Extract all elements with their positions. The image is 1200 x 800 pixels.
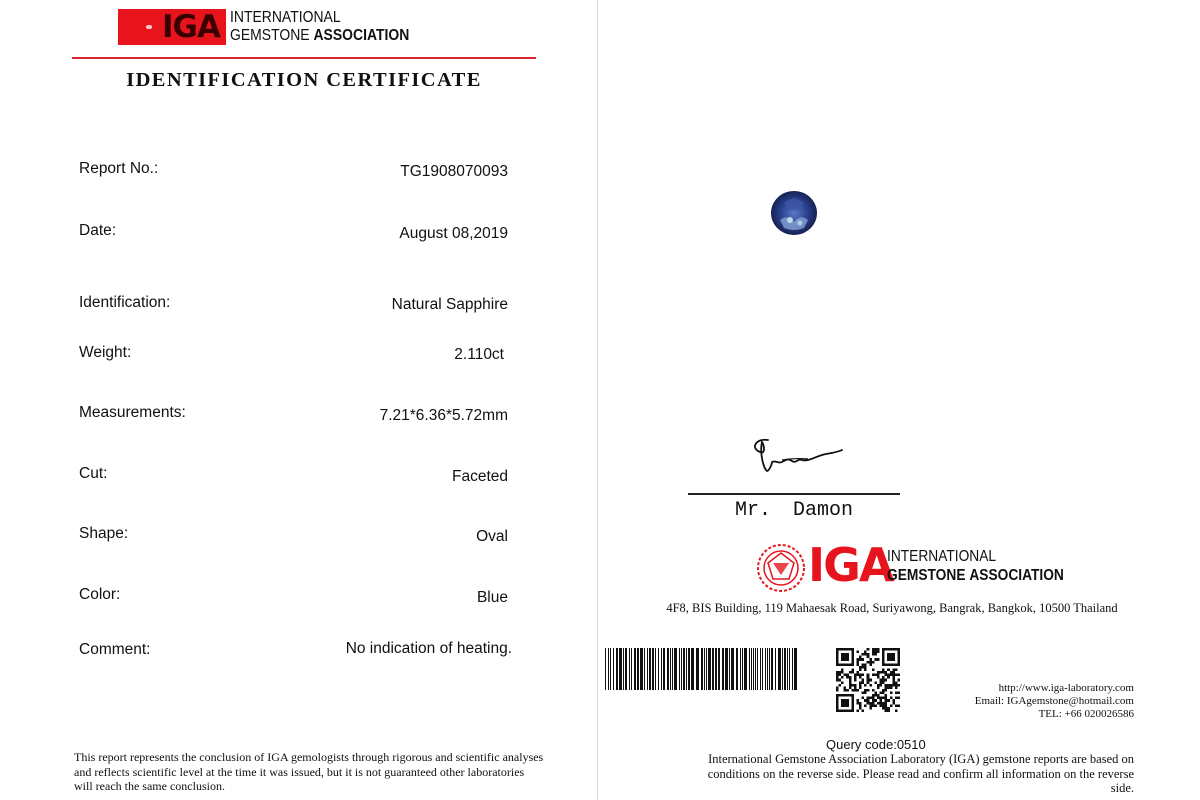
field-label-comment: Comment: [79, 641, 151, 658]
logo-name-line2-a: GEMSTONE [230, 27, 310, 44]
iga-header-logo [118, 9, 438, 47]
signature-line [688, 493, 900, 495]
email-text: Email: IGAgemstone@hotmail.com [974, 695, 1134, 707]
qr-code-image [836, 648, 900, 712]
phone-text: TEL: +66 020026586 [1038, 708, 1134, 720]
field-label-report-no: Report No.: [79, 160, 159, 177]
signature-image [738, 434, 848, 484]
logo-name-line2-b: ASSOCIATION [313, 27, 410, 44]
signer-name: Mr. Damon [734, 499, 854, 522]
iga-logo-name-right [887, 547, 1064, 585]
field-label-measurements: Measurements: [79, 404, 186, 421]
lab-address: 4F8, BIS Building, 119 Mahaesak Road, Suriyawong, Bangrak, Bangkok, 10500 Thailand [666, 601, 1118, 615]
field-value-cut: Faceted [451, 468, 508, 485]
field-value-date: August 08,2019 [399, 225, 508, 242]
query-code: Query code:0510 [826, 737, 926, 752]
field-label-weight: Weight: [79, 344, 132, 361]
logo-name-line2-a-right: GEMSTONE [887, 567, 966, 584]
logo-diamond-icon [146, 25, 152, 29]
certificate-front-page [0, 0, 598, 800]
iga-logo-red-box [118, 9, 226, 45]
sapphire-gem-photo [770, 190, 818, 236]
field-label-date: Date: [79, 222, 117, 239]
field-value-weight: 2.110ct [454, 346, 504, 363]
certificate-title: IDENTIFICATION CERTIFICATE [126, 69, 482, 91]
iga-logo-mark-large: IGA [808, 538, 893, 592]
field-label-color: Color: [79, 586, 121, 603]
website-link[interactable]: http://www.iga-laboratory.com [998, 682, 1134, 694]
field-label-shape: Shape: [79, 525, 129, 542]
field-value-comment: No indication of heating. [345, 640, 512, 657]
iga-seal-icon [756, 543, 806, 593]
field-label-identification: Identification: [79, 294, 171, 311]
header-divider [72, 57, 536, 59]
contact-block [975, 682, 1134, 721]
disclaimer-text: This report represents the conclusion of IGA gemologists through rigorous and scientific analyses and reflects scientific level at the time it was issued, but it is not guaranteed other laboratories will reach the same conclusion. [74, 750, 544, 793]
field-value-color: Blue [476, 589, 508, 606]
barcode-image [605, 648, 797, 690]
iga-logo-name [230, 9, 409, 45]
field-value-identification: Natural Sapphire [391, 296, 508, 313]
reverse-side-note: International Gemstone Association Laboratory (IGA) gemstone reports are based on conditions on the reverse side. Please read and confirm all information on the reverse side. [707, 752, 1134, 795]
logo-name-line2-b-right: ASSOCIATION [969, 567, 1064, 584]
field-value-report-no: TG1908070093 [400, 163, 508, 180]
iga-logo-mark: IGA [162, 9, 220, 45]
field-value-measurements: 7.21*6.36*5.72mm [379, 407, 508, 424]
logo-name-line1-right: INTERNATIONAL [887, 548, 997, 565]
certificate-back-page [598, 0, 1200, 800]
logo-name-line1: INTERNATIONAL [230, 9, 341, 26]
field-value-shape: Oval [476, 528, 508, 545]
field-label-cut: Cut: [79, 465, 108, 482]
